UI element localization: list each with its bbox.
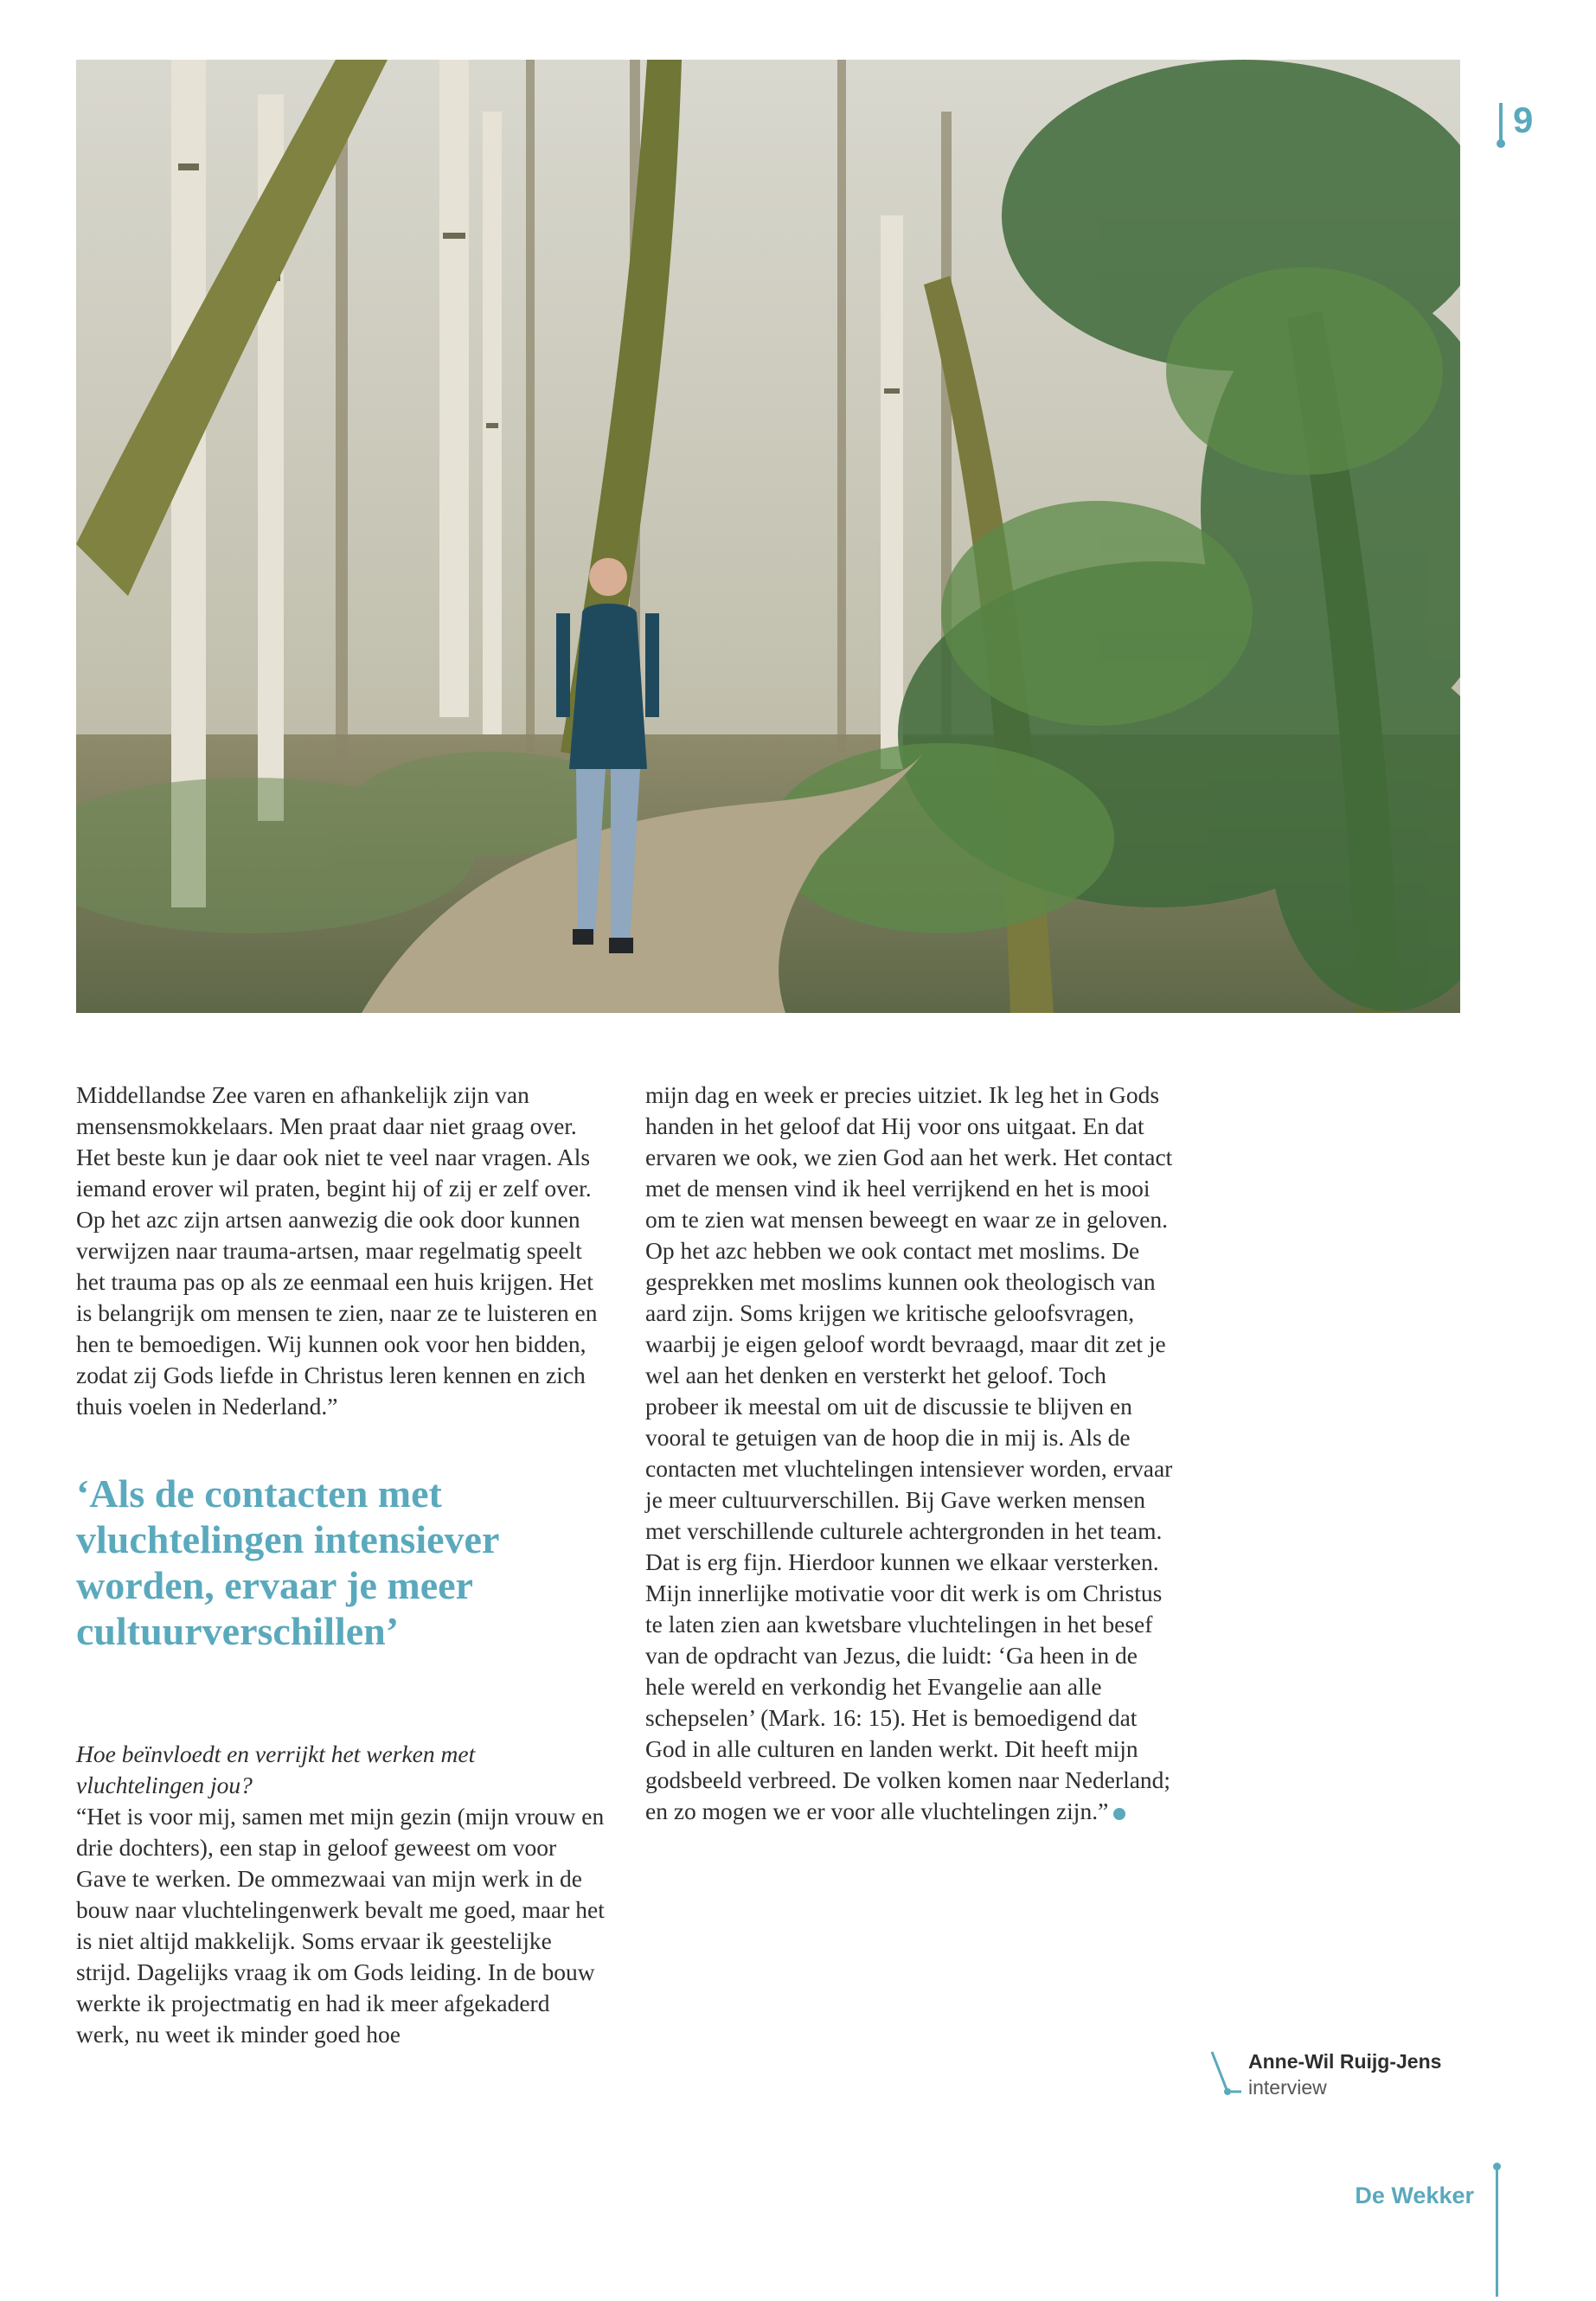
footer-line [1496,2167,1498,2297]
right-paragraph-1 [645,1080,1182,1827]
credit-arrow-icon [1207,2048,1241,2100]
pull-quote: ‘Als de contacten met vluchtelingen intensiever worden, ervaar je meer cultuurverschillen’ [76,1471,499,1653]
author-credit [1207,2048,1484,2109]
page-number: 9 [1513,99,1534,140]
page-marker-bar [1499,103,1503,143]
page-marker-dot [1497,139,1505,148]
interview-question: Hoe beïnvloedt en verrijkt het werken met vluchtelingen jou? [76,1740,476,1798]
magazine-name: De Wekker [1355,2182,1474,2208]
hero-photo [76,60,1460,1013]
right-paragraph-text: mijn dag en week er precies uitziet. Ik leg het in Gods handen in het geloof dat Hij voor ons uitgaat. En dat ervaren we ook, we zien God aan het werk. Het contact met de mensen vind ik heel verrijkend en het is mooi om te zien wat mensen beweegt en waar ze in geloven. Op het azc hebben we ook contact met moslims. De gesprekken met moslims kunnen ook theologisch van aard zijn. Soms krijgen we kritische geloofsvragen, waarbij je eigen geloof wordt bevraagd, maar dit zet je wel aan het denken en versterkt het geloof. Toch probeer ik meestal om uit de discussie te blijven en vooral te getuigen van de hoop die in mij is. Als de contacten met vluchtelingen intensiever worden, ervaar je meer cultuurverschillen. Bij Gave werken mensen met verschillende culturele achtergronden in het team. Dat is erg fijn. Hierdoor kunnen we elkaar versterken. Mijn innerlijke motivatie voor dit werk is om Christus te laten zien aan kwetsbare vluchtelingen in het besef van de opdracht van Jezus, die luidt: ‘Ga heen in de hele wereld en verkondig het Evangelie aan alle schepselen’ (Mark. 16: 15). Het is bemoedigend dat God in alle culturen en landen werkt. Dit heeft mijn godsbeeld verbreed. De volken komen naar Nederland; en zo mogen we er voor alle vluchtelingen zijn.” [645,1081,1173,1824]
end-mark-dot [1113,1808,1125,1820]
author-name: Anne-Wil Ruijg-Jens [1248,2050,1442,2073]
left-paragraph-2: “Het is voor mij, samen met mijn gezin (mijn vrouw en drie dochters), een stap in geloof geweest om voor Gave te werken. De ommezwaai van mijn werk in de bouw naar vluchtelingenwerk bevalt me goed, maar het is niet altijd makkelijk. Soms ervaar ik geestelijke strijd. Dagelijks vraag ik om Gods leiding. In de bouw werkte ik projectmatig en had ik meer afgekaderd werk, nu weet ik minder goed hoe [76,1803,605,2048]
right-column [645,1080,1182,1827]
left-paragraph-1: Middellandse Zee varen en afhankelijk zijn van mensensmokkelaars. Men praat daar niet graag over. Het beste kun je daar ook niet te veel naar vragen. Als iemand erover wil praten, begint hij of zij er zelf over. Op het azc zijn artsen aanwezig die ook door kunnen verwijzen naar trauma-artsen, maar regelmatig speelt het trauma pas op als ze eenmaal een huis krijgen. Het is belangrijk om mensen te zien, naar ze te luisteren en hen te bemoedigen. Wij kunnen ook voor hen bidden, zodat zij Gods liefde in Christus leren kennen en zich thuis voelen in Nederland.” [76,1081,598,1420]
left-column [76,1080,609,2050]
page-marker [1499,98,1551,150]
forest-photo-illustration [76,60,1460,1013]
author-role: interview [1248,2076,1327,2099]
